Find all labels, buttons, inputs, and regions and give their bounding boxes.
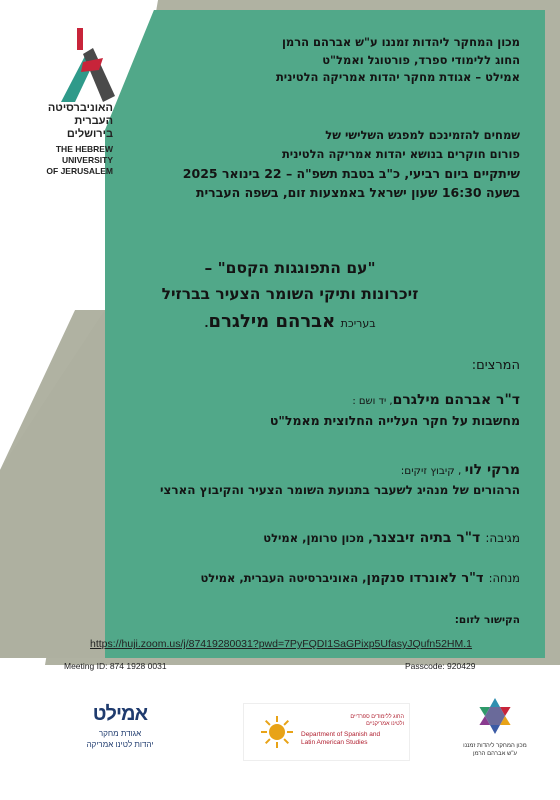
speaker-2-affiliation: , קיבוץ זיקים: [400, 465, 465, 477]
speaker-2-name: מרקי לוי [464, 462, 520, 478]
respondent-label: מגיבה: [485, 531, 520, 545]
huji-en-line2: UNIVERSITY [61, 155, 113, 165]
respondent-name: ד"ר בתיה זיבצנר [372, 530, 481, 546]
moderator-label: מנחה: [488, 571, 520, 585]
title-line-1: "עם התפוגגות הקסם" – [204, 259, 376, 277]
speaker-1-topic: מחשבות על חקר העלייה החלוצית מאמל"ט [269, 413, 520, 428]
editor-name: אברהם מילגרם [208, 311, 336, 332]
dept-logo [243, 703, 410, 761]
institution-line-1: מכון המחקר ליהדות זמננו ע"ש אברהם הרמן [281, 35, 520, 49]
star-of-david-icon [475, 696, 515, 736]
zoom-link[interactable]: https://huji.zoom.us/j/87419280031?pwd=7PyFQDI1SaGPixp5UfasyJQufn52HM.1 [90, 638, 473, 650]
edited-by-prefix: בעריכת [340, 317, 376, 330]
huji-he-line1: האוניברסיטה [47, 102, 113, 114]
invitation-time: בשעה 16:30 שעון ישראל באמצעות זום, בשפה העברית [195, 185, 520, 200]
huji-he-line2: העברית [74, 115, 113, 127]
moderator-affiliation: , האוניברסיטה העברית, אמילט [200, 571, 367, 585]
dept-he-line1: החוג ללימודים ספרדיים [350, 714, 404, 720]
institution-line-2: החוג ללימודי ספרד, פורטוגל ואמל"ט [322, 52, 520, 67]
huji-he-line3: בירושלים [66, 128, 113, 140]
respondent [263, 527, 520, 546]
invitation-line-1: שמחים להזמינכם למפגש השלישי של [325, 128, 520, 142]
dept-en-line2: Latin American Studies [301, 739, 368, 746]
lecture-title: "עם התפוגגות הקסם" – זיכרונות ותיקי השומר הצעיר בברזיל בעריכת אברהם מילגרם. [90, 255, 490, 339]
harman-line2: ע"ש אברהם הרמן [472, 751, 518, 757]
moderator [200, 567, 520, 586]
speakers-heading: המרצים: [471, 358, 520, 373]
zoom-label: הקישור לזום: [454, 614, 520, 626]
amilat-logo-line1: אגודת מחקר [98, 729, 142, 738]
harman-logo [455, 696, 535, 758]
speaker-1 [80, 390, 520, 431]
dept-he-line2: ולטינו אמריקניים [366, 721, 404, 727]
respondent-affiliation: , מכון טרומן, אמילט [263, 531, 373, 545]
speaker-1-affiliation: , יד ושם : [352, 396, 393, 407]
speaker-2-topic: הרהורים של מנהיג לשעבר בתנועת השומר הצעיר והקיבוץ הארצי [159, 483, 520, 497]
institution-line-3: אמילט – אגודת מחקר יהדות אמריקה הלטינית [275, 70, 520, 85]
huji-emblem-icon [53, 22, 123, 102]
amilat-logo [60, 703, 180, 750]
institutions-block [160, 34, 520, 87]
invitation-date: שיתקיים ביום רביעי, כ"ב בטבת תשפ"ה – 22 בינואר 2025 [182, 166, 520, 181]
invitation-block [100, 126, 520, 202]
amilat-logo-wordmark: אמילט [92, 703, 148, 725]
amilat-logo-line2: יהדות לטינו אמריקה [86, 740, 154, 749]
passcode: Passcode: 920429 [405, 661, 476, 671]
huji-en-line1: THE HEBREW [55, 144, 113, 154]
invitation-line-2: פורום חוקרים בנושא יהדות אמריקה הלטינית [281, 147, 520, 161]
harman-line1: מכון המחקר ליהדות זמננו [463, 743, 527, 749]
dept-en-line1: Department of Spanish and [301, 731, 381, 738]
sun-icon [261, 716, 293, 748]
speaker-1-name: ד"ר אברהם מילגרם [392, 392, 520, 408]
meeting-id: Meeting ID: 874 1928 0031 [64, 661, 167, 671]
title-line-2: זיכרונות ותיקי השומר הצעיר בברזיל [161, 285, 419, 303]
huji-en-line3: OF JERUSALEM [46, 166, 113, 176]
speaker-2 [60, 460, 520, 500]
moderator-name: ד"ר לאונרדו סנקמן [366, 571, 484, 586]
